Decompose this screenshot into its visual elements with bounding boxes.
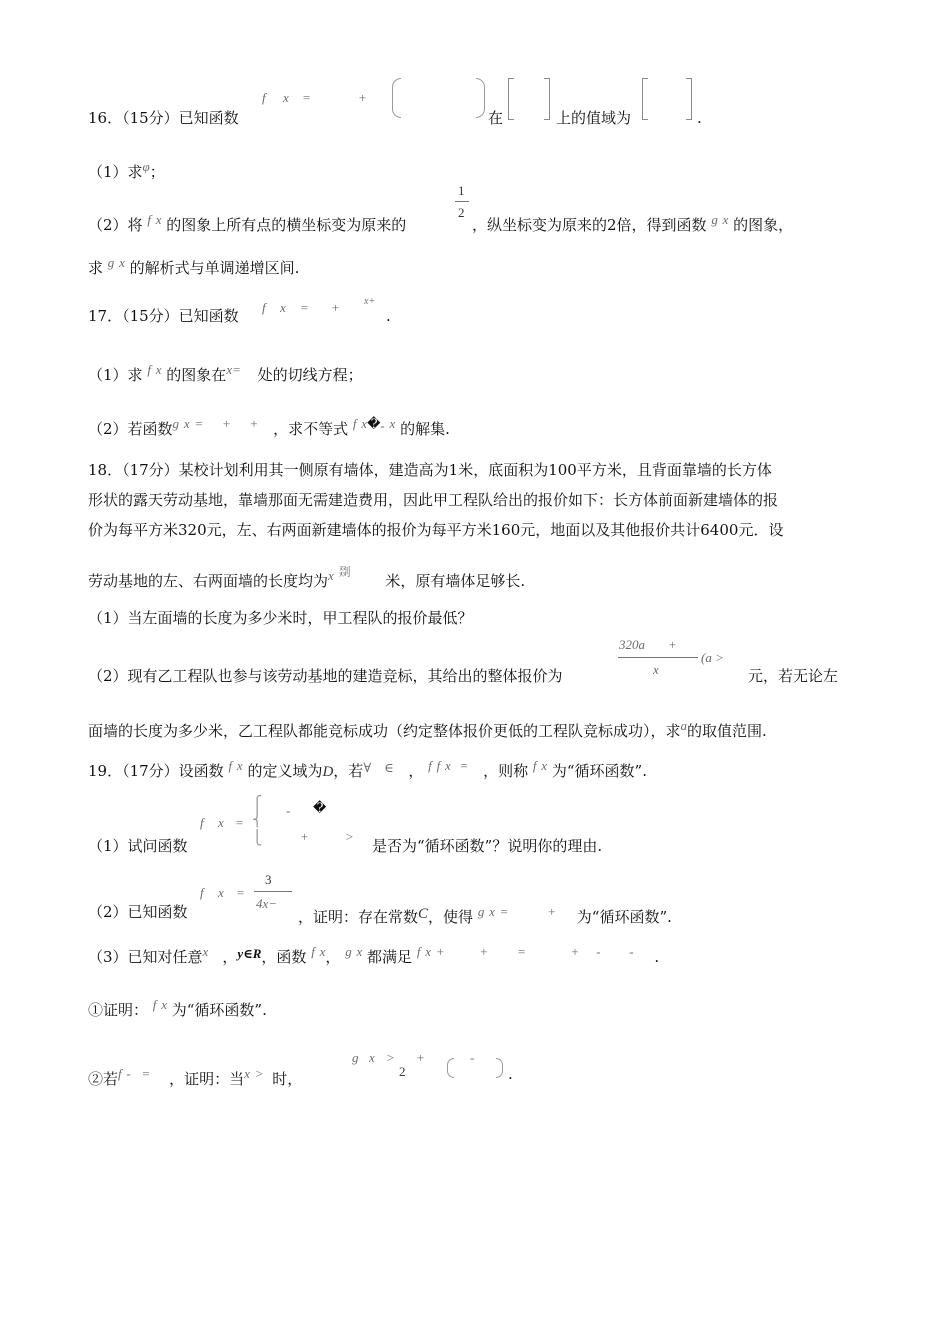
q19-p2-num: 3 <box>265 872 272 887</box>
q19-p1-brace-mid: ⎨ <box>252 812 263 828</box>
q18-part1: （1）当左面墙的长度为多少米时，甲工程队的报价最低？ <box>88 609 473 627</box>
q19-c2-two: 2 <box>399 1064 406 1079</box>
q16-prefix: 16．（15分）已知函数 <box>88 109 239 127</box>
q19-c2-rparen <box>496 1058 503 1078</box>
q17-part2: （2）若函数g x = + + ，求不等式 f x�- x 的解集. <box>88 416 450 438</box>
q18-line1: 18．（17分）某校计划利用其一侧原有墙体，建造高为1米，底面积为100平方米，且背面靠墙的长方体 <box>88 461 772 479</box>
q16-range-text: 上的值域为 <box>556 109 632 127</box>
q18-line2: 形状的露天劳动基地，靠墙那面无需建造费用，因此甲工程队给出的报价如下：长方体前面新建墙体的报 <box>88 491 779 509</box>
q19-c2-g: g <box>352 1050 359 1065</box>
q19-p1-garble: � <box>313 800 327 815</box>
q16-right-paren <box>476 78 485 118</box>
q16-f: f <box>262 90 266 105</box>
q16-range-right-bracket <box>686 78 692 120</box>
q19-p1-f: f <box>200 815 204 830</box>
q19-intro: 19．（17分）设函数 f x 的定义域为D，若∀ ∈ ， f f x = ，则称 f x 为“循环函数”. <box>88 758 647 780</box>
q17-exp: x+ <box>364 296 376 307</box>
q19-c2-x: x <box>369 1050 375 1065</box>
q19-part2-a: （2）已知函数 <box>88 903 188 921</box>
q16-frac-num: 1 <box>458 183 465 198</box>
q17-f: f <box>262 300 266 315</box>
q19-p1-brace-top: ⎧ <box>252 796 263 812</box>
q16-zai: 在 <box>488 109 504 127</box>
q16-part1: （1）求φ； <box>88 159 165 181</box>
q19-claim2-end: . <box>508 1065 513 1083</box>
q18-frac-num: 320a <box>619 637 645 652</box>
q19-p1-plus: + <box>300 829 309 844</box>
q19-part1-a: （1）试问函数 <box>88 837 188 855</box>
q17-part1: （1）求 f x 的图象在x= 处的切线方程； <box>88 362 363 384</box>
q19-p2-x: x <box>218 885 224 900</box>
q16-interval-right-bracket <box>544 78 550 120</box>
q19-c2-lparen <box>447 1058 454 1078</box>
q17-prefix: 17．（15分）已知函数 <box>88 307 239 325</box>
q17-end: . <box>386 307 391 325</box>
q19-part2-b: ，证明：存在常数C，使得 g x = + 为“循环函数”. <box>298 904 672 926</box>
q16-frac-bar <box>455 201 469 202</box>
q19-claim1: ①证明： f x 为“循环函数”. <box>88 997 267 1019</box>
q18-part2-b: 元，若无论左 <box>748 667 839 685</box>
q19-p2-f: f <box>200 885 204 900</box>
q16-frac-den: 2 <box>458 205 465 220</box>
q19-p1-gt: > <box>345 829 354 844</box>
q19-p1-x: x <box>218 815 224 830</box>
q19-part3: （3）已知对任意x ，y∈R，函数 f x， g x 都满足 f x + + = + - - . <box>88 944 660 966</box>
q19-claim2-a: ②若f - = ，证明：当x > 时， <box>88 1066 303 1088</box>
q16-range-left-bracket <box>642 78 648 120</box>
q16-part2-line1b: ，纵坐标变为原来的2倍，得到函数 g x 的图象， <box>472 212 794 234</box>
q18-line4: 劳动基地的左、右两面墙的长度均为x $^剟$ 米，原有墙体足够长. <box>88 565 526 590</box>
q19-p1-eq: = <box>235 815 244 830</box>
q16-interval-left-bracket <box>508 78 514 120</box>
q18-part2-a: （2）现有乙工程队也参与该劳动基地的建造竞标，其给出的整体报价为 <box>88 667 563 685</box>
q16-eq: = <box>302 90 311 105</box>
q18-frac-den: x <box>653 662 659 677</box>
q19-p2-den: 4x− <box>256 896 278 911</box>
q19-p2-frac-bar <box>254 891 292 892</box>
q19-c2-plus: + <box>416 1050 425 1065</box>
q19-p1-minus: - <box>286 803 291 818</box>
q16-left-paren <box>392 78 401 118</box>
q16-plus: + <box>358 90 367 105</box>
q17-eq: = <box>300 300 309 315</box>
q16-part2-line2: 求 g x 的解析式与单调递增区间. <box>88 255 300 277</box>
q17-x: x <box>280 300 286 315</box>
q17-plus: + <box>331 300 340 315</box>
q18-frac-bar <box>618 657 698 658</box>
q19-c2-minus: - <box>470 1050 475 1065</box>
q16-end: . <box>697 109 702 127</box>
q19-c2-gt: > <box>386 1050 395 1065</box>
q18-cond: (a > <box>701 650 724 665</box>
q19-p2-eq: = <box>236 885 245 900</box>
q19-p1-brace-bot: ⎩ <box>252 830 263 846</box>
q18-frac-plus: + <box>668 637 677 652</box>
q19-part1-b: 是否为“循环函数”？说明你的理由. <box>372 837 603 855</box>
q16-x: x <box>283 90 289 105</box>
q18-last-line: 面墙的长度为多少米，乙工程队都能竞标成功（约定整体报价更低的工程队竞标成功），求a的取值范围. <box>88 718 767 740</box>
q18-line3: 价为每平方米320元，左、右两面新建墙体的报价为每平方米160元，地面以及其他报价共计6400元．设 <box>88 521 784 539</box>
q16-part2-line1: （2）将 f x 的图象上所有点的横坐标变为原来的 <box>88 212 407 234</box>
